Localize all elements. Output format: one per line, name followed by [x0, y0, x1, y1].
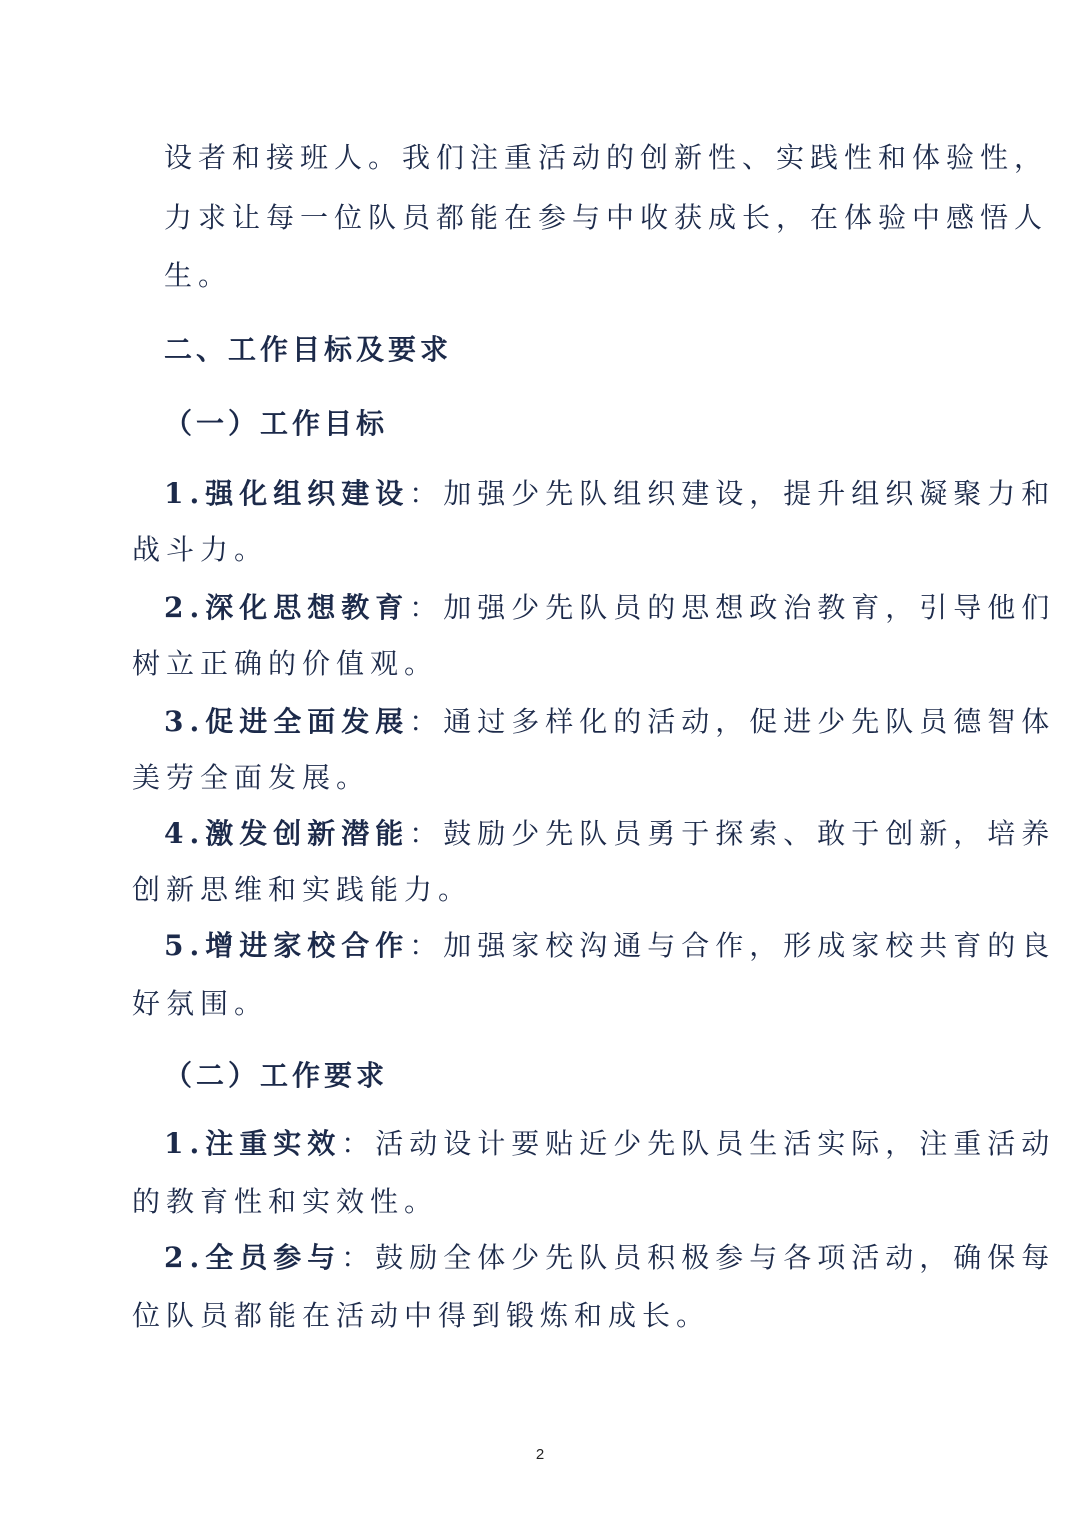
requirement-item-text: ：鼓励全体少先队员积极参与各项活动，确保每: [341, 1241, 1056, 1274]
requirement-item-lead: 1.注重实效: [164, 1127, 342, 1160]
goal-item-4: [164, 814, 1055, 854]
goal-item-lead: 1.强化组织建设: [164, 477, 410, 510]
subsection-heading-goals: （一）工作目标: [164, 407, 389, 440]
goal-item-lead: 3.促进全面发展: [164, 705, 410, 738]
goal-item-lead: 5.增进家校合作: [164, 929, 410, 962]
page-number: 2: [535, 1446, 545, 1463]
goal-item-5-cont: 好氛围。: [132, 987, 269, 1020]
goal-item-2-cont: 树立正确的价值观。: [132, 647, 439, 680]
goal-item-2: [164, 588, 1055, 628]
goal-item-text: ：加强少先队组织建设，提升组织凝聚力和: [409, 477, 1056, 510]
requirement-item-1-cont: 的教育性和实效性。: [132, 1185, 439, 1218]
intro-line-2: 力求让每一位队员都能在参与中收获成长，在体验中感悟人: [164, 201, 1049, 234]
requirement-item-text: ：活动设计要贴近少先队员生活实际，注重活动: [341, 1127, 1056, 1160]
intro-line-3: 生。: [164, 259, 233, 292]
goal-item-text: ：鼓励少先队员勇于探索、敢于创新，培养: [409, 817, 1056, 850]
goal-item-5: [164, 926, 1055, 966]
goal-item-text: ：加强少先队员的思想政治教育，引导他们: [409, 591, 1056, 624]
goal-item-1-cont: 战斗力。: [132, 533, 269, 566]
goal-item-3: [164, 702, 1055, 742]
requirement-item-2-cont: 位队员都能在活动中得到锻炼和成长。: [132, 1299, 711, 1332]
goal-item-text: ：通过多样化的活动，促进少先队员德智体: [409, 705, 1056, 738]
requirement-item-lead: 2.全员参与: [164, 1241, 342, 1274]
goal-item-lead: 2.深化思想教育: [164, 591, 410, 624]
goal-item-4-cont: 创新思维和实践能力。: [132, 873, 473, 906]
goal-item-3-cont: 美劳全面发展。: [132, 761, 371, 794]
goal-item-1: [164, 474, 1055, 514]
requirement-item-2: [164, 1238, 1055, 1278]
goal-item-lead: 4.激发创新潜能: [164, 817, 410, 850]
subsection-heading-requirements: （二）工作要求: [164, 1059, 389, 1092]
section-heading: 二、工作目标及要求: [164, 333, 453, 366]
goal-item-text: ：加强家校沟通与合作，形成家校共育的良: [409, 929, 1056, 962]
intro-line-1: 设者和接班人。我们注重活动的创新性、实践性和体验性，: [164, 141, 1049, 174]
requirement-item-1: [164, 1124, 1055, 1164]
